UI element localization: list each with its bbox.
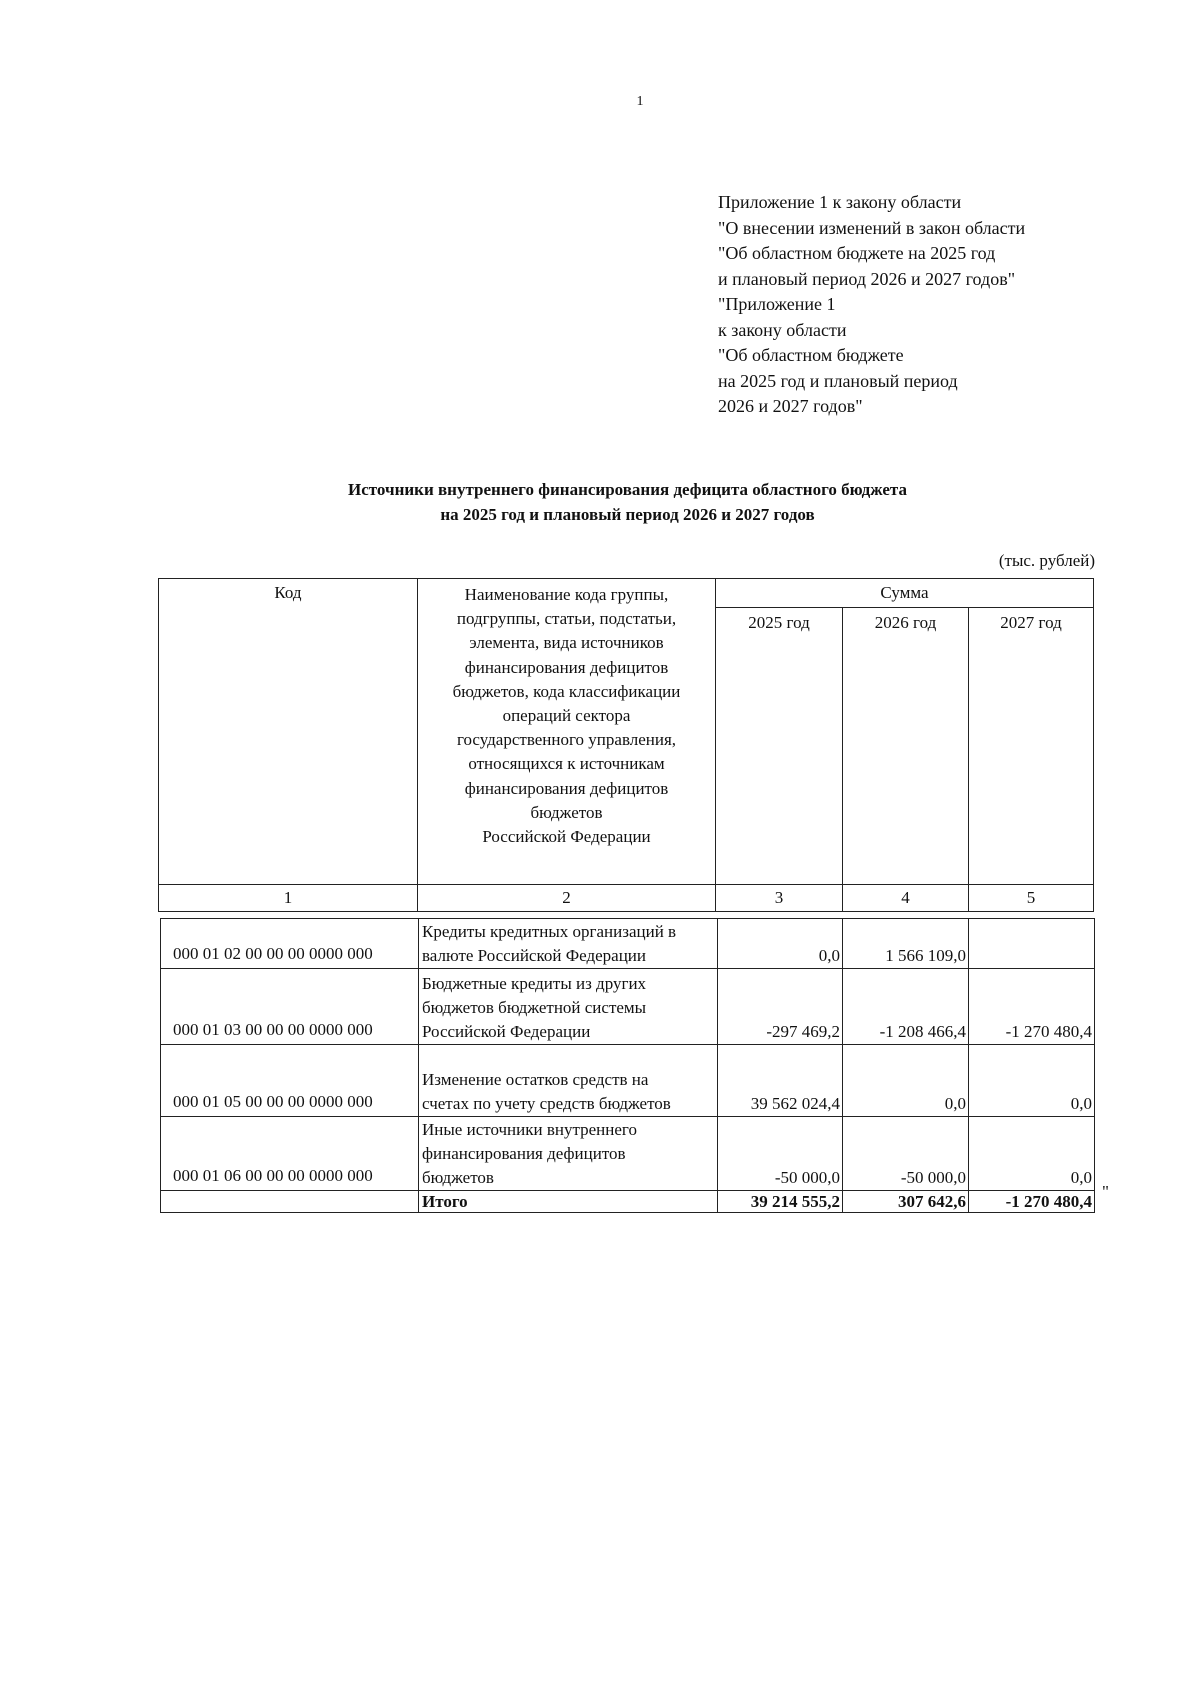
header-name-line: государственного управления, [456,730,677,750]
row-name-line: бюджетов бюджетной системы [422,998,647,1017]
row-name [419,1117,718,1191]
table-header [158,578,1094,912]
row-value-2025: -297 469,2 [718,969,843,1045]
header-year-2025: 2025 год [716,608,843,885]
header-name-line: относящихся к источникам [468,754,665,774]
row-value-2026: -50 000,0 [843,1117,969,1191]
appendix-line: 2026 и 2027 годов" [718,396,863,416]
row-name [419,969,718,1045]
header-name-line: Наименование кода группы, [464,585,669,604]
header-name-line: финансирования дефицитов [464,778,669,798]
total-value-2025: 39 214 555,2 [718,1191,843,1213]
appendix-line: "Об областном бюджете на 2025 год [718,243,996,263]
row-value-2025: 0,0 [718,919,843,969]
column-number: 4 [843,885,969,912]
appendix-reference [718,190,1025,420]
row-name-line: счетах по учету средств бюджетов [422,1094,671,1113]
appendix-line: "Приложение 1 [718,294,836,314]
column-number: 5 [969,885,1094,912]
header-name-line: подгруппы, статьи, подстатьи, [456,609,677,629]
header-name-line: Российской Федерации [482,827,651,847]
header-name-line: операций сектора [502,706,631,726]
header-year-2026: 2026 год [843,608,969,885]
document-title [160,477,1095,527]
total-value-2026: 307 642,6 [843,1191,969,1213]
row-name [419,1045,718,1117]
units-label: (тыс. рублей) [998,551,1095,570]
title-line: Источники внутреннего финансирования дефицита областного бюджета [348,480,907,499]
row-name-line: Изменение остатков средств на [422,1070,649,1089]
row-code: 000 01 05 00 00 00 0000 000 [161,1045,419,1117]
row-value-2025: -50 000,0 [718,1117,843,1191]
closing-quote: " [1102,1182,1109,1201]
header-name-line: элемента, вида источников [469,633,664,653]
row-value-2026: 0,0 [843,1045,969,1117]
column-number: 1 [159,885,418,912]
table-row [161,969,1095,1045]
total-row [161,1191,1095,1213]
row-name-line: Бюджетные кредиты из других [422,974,647,993]
appendix-line: "Об областном бюджете [718,345,904,365]
header-name-line: финансирования дефицитов [464,657,669,677]
header-sum: Сумма [716,579,1094,608]
total-value-2027: -1 270 480,4 [969,1191,1095,1213]
row-code: 000 01 02 00 00 00 0000 000 [161,919,419,969]
header-code: Код [159,579,418,885]
row-name-line: финансирования дефицитов [422,1144,626,1163]
row-value-2027: 0,0 [969,1045,1095,1117]
row-code: 000 01 03 00 00 00 0000 000 [161,969,419,1045]
row-value-2027: -1 270 480,4 [969,969,1095,1045]
data-table [160,918,1095,1213]
appendix-line: на 2025 год и плановый период [718,370,958,391]
row-value-2027 [969,919,1095,969]
column-number: 3 [716,885,843,912]
total-label: Итого [419,1191,718,1213]
row-name [419,919,718,969]
appendix-line: "О внесении изменений в закон области [718,217,1026,238]
row-name-line: валюте Российской Федерации [422,946,646,965]
row-name-line: Иные источники внутреннего [422,1120,637,1139]
header-name [418,579,716,885]
row-code: 000 01 06 00 00 00 0000 000 [161,1117,419,1191]
row-name-line: Российской Федерации [422,1022,591,1041]
header-name-line: бюджетов, кода классификации [452,681,681,701]
row-value-2026: -1 208 466,4 [843,969,969,1045]
row-value-2026: 1 566 109,0 [843,919,969,969]
row-name-line: бюджетов [422,1168,494,1187]
table-row [161,1117,1095,1191]
appendix-line: к закону области [718,319,847,340]
row-name-line: Кредиты кредитных организаций в [422,922,677,941]
row-value-2027: 0,0 [969,1117,1095,1191]
total-code-empty [161,1191,419,1213]
table-row [161,919,1095,969]
header-year-2027: 2027 год [969,608,1094,885]
column-number: 2 [418,885,716,912]
page-number: 1 [636,94,644,109]
appendix-line: Приложение 1 к закону области [718,192,962,212]
row-value-2025: 39 562 024,4 [718,1045,843,1117]
title-line: на 2025 год и плановый период 2026 и 2027 годов [440,505,815,524]
header-name-line: бюджетов [530,802,603,822]
table-row [161,1045,1095,1117]
appendix-line: и плановый период 2026 и 2027 годов" [718,268,1016,289]
